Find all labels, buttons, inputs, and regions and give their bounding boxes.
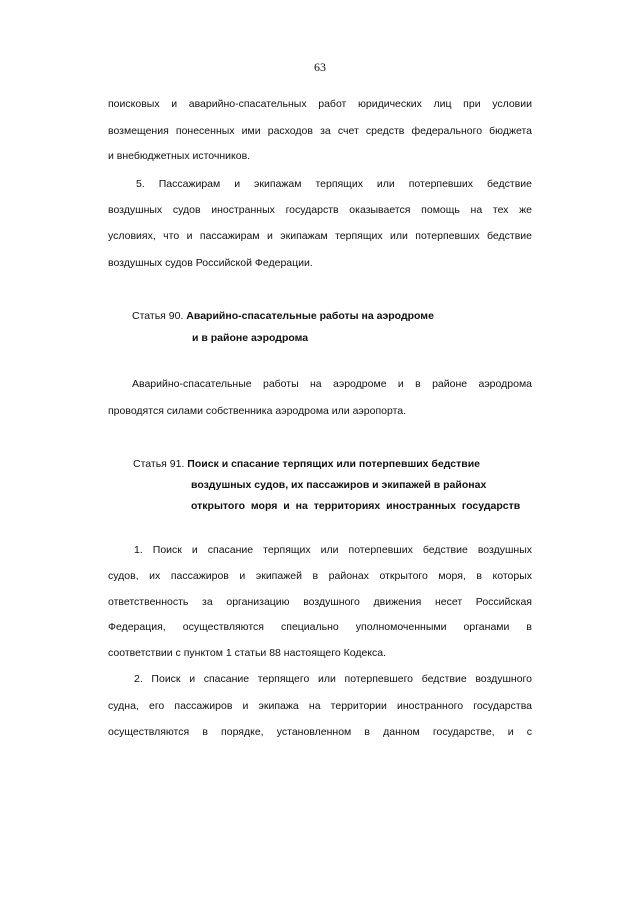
article-90-title-line-1: Аварийно-спасательные работы на аэродроме <box>186 310 434 322</box>
article-90-title-line-2: и в районе аэродрома <box>192 332 309 344</box>
paragraph-2-line-3: условиях, что и пассажирам и экипажам терпящих или потерпевших бедствие <box>108 230 532 242</box>
article-90-text-line-1: Аварийно-спасательные работы на аэродроме и в районе аэродрома <box>132 378 532 390</box>
article-90-prefix: Статья 90. <box>132 310 184 322</box>
article-91-item-2-line-2: судна, его пассажиров и экипажа на территории иностранного государства <box>108 700 532 712</box>
paragraph-2-line-1: 5. Пассажирам и экипажам терпящих или потерпевших бедствие <box>136 178 532 190</box>
article-91-heading-line-1 <box>133 457 532 471</box>
paragraph-1-line-2: возмещения понесенных ими расходов за счет средств федерального бюджета <box>108 125 532 137</box>
article-91-item-1-line-1: 1. Поиск и спасание терпящих или потерпевших бедствие воздушных <box>134 544 532 556</box>
article-91-item-1-line-2: судов, их пассажиров и экипажей в районах открытого моря, в которых <box>108 570 532 582</box>
article-91-prefix: Статья 91. <box>133 458 185 470</box>
article-91-item-1-line-5: соответствии с пунктом 1 статьи 88 настоящего Кодекса. <box>108 647 387 659</box>
article-91-title-line-3: открытого моря и на территориях иностранных государств <box>191 500 521 512</box>
paragraph-1-line-3: и внебюджетных источников. <box>108 150 251 162</box>
article-91-item-1-line-4: Федерация, осуществляются специально уполномоченными органами в <box>108 621 532 633</box>
paragraph-2-line-2: воздушных судов иностранных государств оказывается помощь на тех же <box>108 204 532 216</box>
article-91-title-line-1: Поиск и спасание терпящих или потерпевших бедствие <box>187 458 480 470</box>
article-91-item-2-line-3: осуществляются в порядке, установленном в данном государстве, и с <box>108 726 532 738</box>
article-90-text-line-2: проводятся силами собственника аэродрома или аэропорта. <box>108 405 407 417</box>
article-91-title-line-2: воздушных судов, их пассажиров и экипажей в районах <box>191 479 487 491</box>
article-91-item-1-line-3: ответственность за организацию воздушного движения несет Российская <box>108 596 532 608</box>
paragraph-1-line-1: поисковых и аварийно-спасательных работ юридических лиц при условии <box>108 98 532 110</box>
article-90-heading-line-1 <box>132 309 492 323</box>
page-number: 63 <box>314 60 326 74</box>
paragraph-2-line-4: воздушных судов Российской Федерации. <box>108 257 313 269</box>
article-91-item-2-line-1: 2. Поиск и спасание терпящего или потерпевшего бедствие воздушного <box>134 673 532 685</box>
